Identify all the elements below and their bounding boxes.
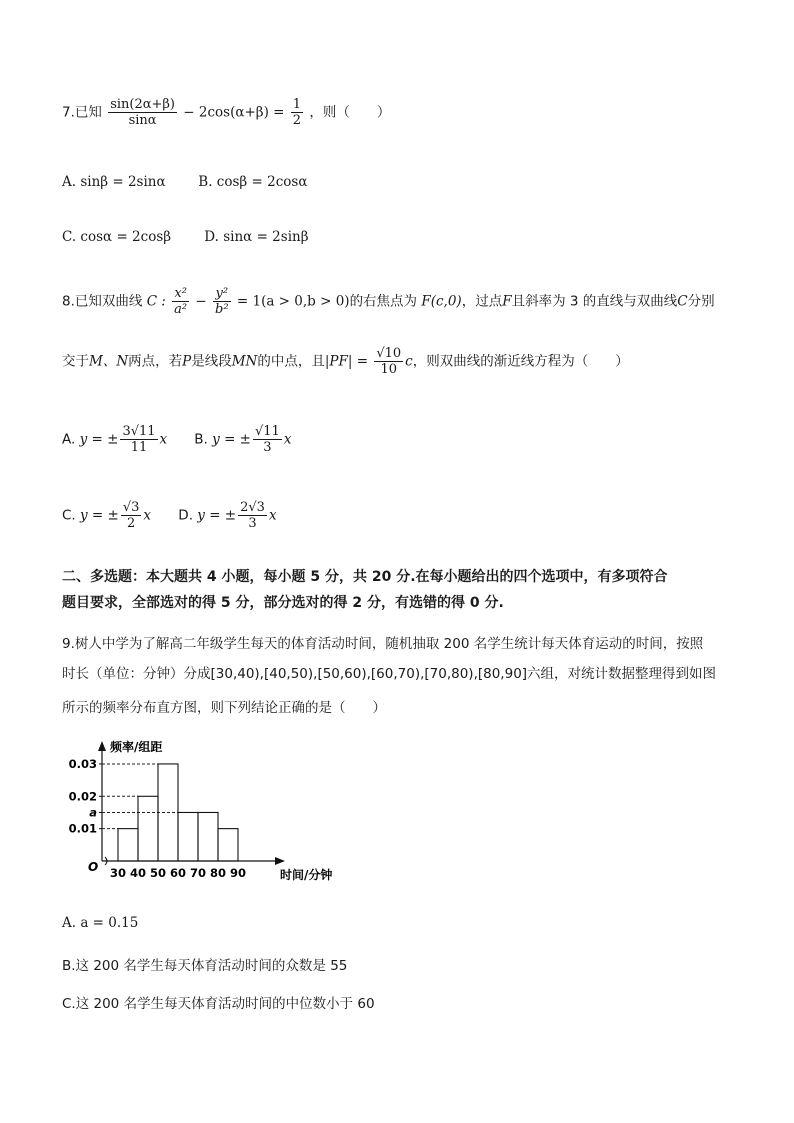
origin-label: O (88, 860, 99, 874)
x-tick-label: 80 (209, 866, 227, 880)
q8-curve-c: C (677, 293, 688, 310)
histogram-bar (218, 829, 238, 861)
q8-option-d-label: D. (178, 507, 193, 524)
q8-minus: − (195, 293, 207, 310)
q9-stem-line3: 所示的频率分布直方图，则下列结论正确的是（ ） (62, 700, 386, 716)
q7-rhs-num: 1 (292, 97, 302, 112)
q7-option-c[interactable]: C. cosα = 2cosβ (62, 229, 172, 245)
y-tick-label: 0.01 (68, 821, 97, 836)
q7-frac-num: sin(2α+β) (110, 97, 175, 112)
q8-prefix: 8.已知双曲线 (62, 293, 143, 310)
q8-option-c-expr: y = ± (80, 507, 119, 524)
x-tick-label: 30 (109, 866, 127, 880)
q8-option-a-label: A. (62, 431, 76, 448)
q8-option-c-x: x (143, 507, 152, 524)
q8-stem-line2 (62, 346, 629, 377)
q8-option-a-den: 11 (130, 440, 148, 455)
histogram-bar (198, 812, 218, 861)
q8-x-fraction (172, 286, 189, 317)
q8-pf-fraction (374, 346, 403, 377)
q8-option-d-x: x (268, 507, 277, 524)
q8-focus: F(c,0) (421, 293, 462, 310)
q8-pf-den: 10 (380, 362, 398, 377)
q8-point-f: F (502, 293, 512, 310)
x-axis-arrow (275, 857, 285, 865)
q7-suffix: ，则（ ） (309, 104, 391, 121)
q8-options-row2 (62, 500, 277, 531)
q7-options-row2 (62, 229, 309, 245)
x-tick-label: 60 (169, 866, 187, 880)
q9-option-b[interactable]: B.这 200 名学生每天体育活动时间的众数是 55 (62, 958, 348, 974)
q8-option-a-x: x (159, 431, 168, 448)
x-axis-label: 时间/分钟 (280, 868, 333, 882)
q7-middle: − 2cos(α+β) = (183, 104, 285, 121)
q8-option-d-expr: y = ± (197, 507, 237, 524)
q8-segment-mn: MN (231, 353, 258, 370)
q8-y-fraction (213, 286, 231, 317)
q8-option-c-frac (121, 500, 142, 531)
q8-text4: 分别 (687, 293, 715, 310)
q8-y-num: y² (213, 286, 231, 302)
q8-c: c (405, 353, 413, 370)
q9-option-a[interactable] (62, 915, 138, 931)
y-tick-label: 0.02 (68, 789, 97, 804)
q8-line2-d: 的中点，且 (257, 353, 325, 370)
q7-fraction (108, 97, 177, 128)
q7-stem (62, 97, 390, 128)
q8-option-b-frac (253, 424, 282, 455)
q8-x-den: a² (174, 302, 188, 317)
q8-option-d-den: 3 (248, 516, 257, 531)
histogram-bar (138, 796, 158, 861)
q8-text2: ，过点 (461, 293, 503, 310)
q8-option-c-den: 2 (127, 516, 136, 531)
q7-options-row1 (62, 174, 307, 190)
y-tick-label: a (89, 805, 97, 820)
y-axis-label: 频率/组距 (110, 740, 163, 754)
q9-option-a-text: A. a = 0.15 (62, 915, 139, 931)
x-tick-label: 40 (129, 866, 147, 880)
q8-option-d-frac (238, 500, 267, 531)
q7-frac-den: sinα (128, 113, 157, 128)
q8-options-row1 (62, 424, 291, 455)
q8-option-a[interactable] (62, 424, 190, 455)
q8-option-a-frac (120, 424, 157, 455)
q8-option-b-num: √11 (255, 424, 280, 439)
q7-option-a[interactable]: A. sinβ = 2sinα (62, 174, 166, 190)
x-tick-label: 70 (189, 866, 207, 880)
q8-option-b-expr: y = ± (212, 431, 251, 448)
q7-prefix: 7.已知 (62, 104, 102, 121)
q8-y-den: b² (215, 302, 229, 317)
q7-rhs-fraction (291, 97, 303, 128)
section2-heading-line1: 二、多选题：本大题共 4 小题，每小题 5 分，共 20 分.在每小题给出的四个选项中，有多项符合 (62, 569, 668, 585)
frequency-histogram (62, 735, 333, 890)
q8-option-b-label: B. (194, 431, 208, 448)
x-tick-label: 90 (229, 866, 247, 880)
q8-equation-rhs: = 1(a > 0,b > 0) (236, 293, 350, 310)
q8-option-b[interactable] (194, 424, 291, 455)
q8-text1: 的右焦点为 (349, 293, 418, 310)
q7-rhs-den: 2 (292, 113, 302, 128)
q8-option-b-x: x (283, 431, 292, 448)
q8-option-a-expr: y = ± (79, 431, 119, 448)
q8-option-b-den: 3 (263, 440, 272, 455)
q8-option-c-label: C. (62, 507, 76, 524)
histogram-bar (178, 812, 198, 861)
q8-x-num: x² (172, 286, 189, 302)
x-tick-label: 50 (149, 866, 167, 880)
q8-option-a-num: 3√11 (122, 424, 156, 439)
q8-option-c-num: √3 (122, 500, 140, 515)
q8-curve-name: C : (146, 293, 166, 310)
q7-option-d[interactable]: D. sinα = 2sinβ (204, 229, 309, 245)
q9-stem-line2: 时长（单位：分钟）分成[30,40),[40,50),[50,60),[60,70),[70,80),[80,90]六组，对统计数据整理得到如图 (62, 666, 717, 682)
q8-option-c[interactable] (62, 500, 174, 531)
q8-option-d[interactable] (178, 500, 276, 531)
y-axis-arrow (98, 741, 106, 751)
q8-option-d-num: 2√3 (240, 500, 265, 515)
q8-text3: 且斜率为 3 的直线与双曲线 (511, 293, 678, 310)
q8-line2-e: ，则双曲线的渐近线方程为（ ） (412, 353, 629, 370)
q8-point-p: P (182, 353, 192, 370)
q9-option-c[interactable]: C.这 200 名学生每天体育活动时间的中位数小于 60 (62, 996, 375, 1012)
histogram-bar (118, 829, 138, 861)
q8-line2-a: 交于 (62, 353, 89, 370)
q7-option-b[interactable]: B. cosβ = 2cosα (198, 174, 308, 190)
q8-line2-b: 两点，若 (128, 353, 183, 370)
q8-line2-c: 是线段 (191, 353, 232, 370)
section2-heading-line2: 题目要求，全部选对的得 5 分，部分选对的得 2 分，有选错的得 0 分. (62, 595, 504, 611)
y-tick-label: 0.03 (68, 756, 97, 771)
q8-stem-line1 (62, 286, 715, 317)
q8-points-mn: M、N (89, 353, 129, 370)
q9-stem-line1: 9.树人中学为了解高二年级学生每天的体育活动时间，随机抽取 200 名学生统计每天体育运动的时间，按照 (62, 636, 704, 652)
q8-pf-num: √10 (376, 346, 402, 361)
q8-pf: |PF| = (324, 353, 369, 370)
